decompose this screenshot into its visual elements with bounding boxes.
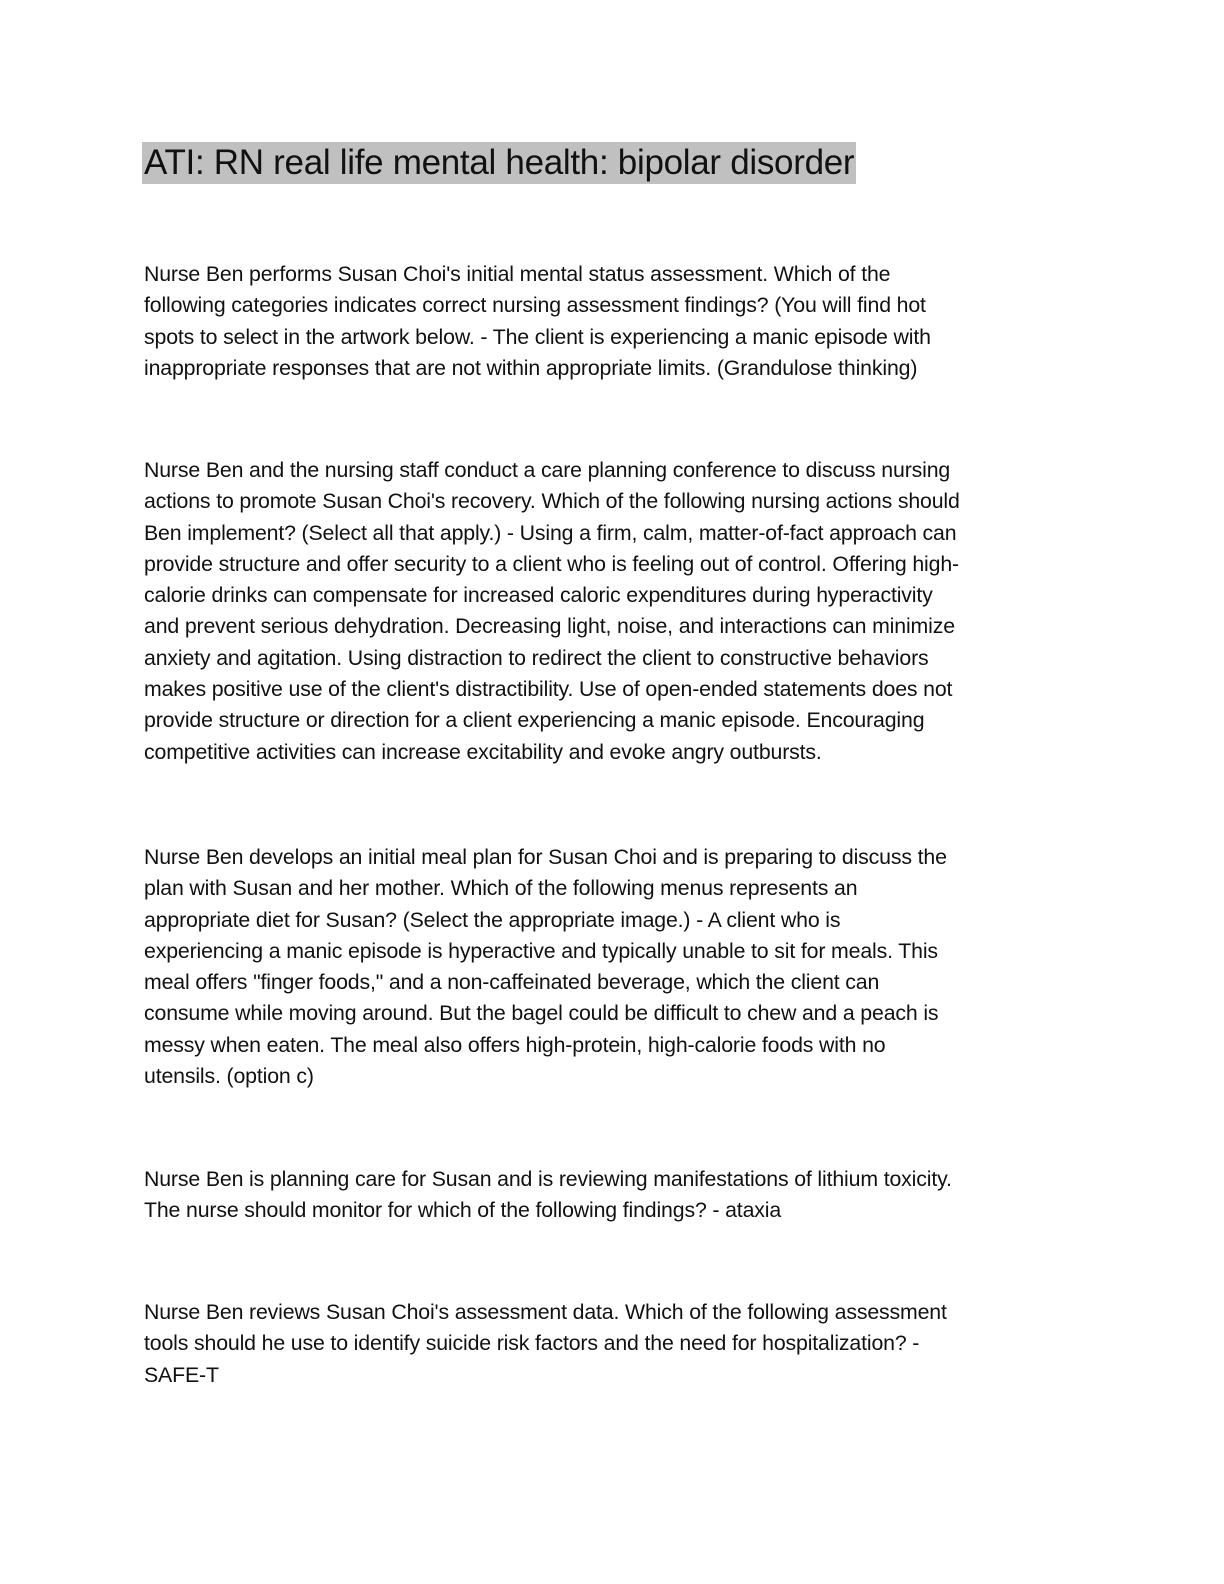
- question-paragraph-4: [144, 1164, 1104, 1227]
- question-paragraph-3: [144, 842, 1104, 1092]
- text-line: Nurse Ben develops an initial meal plan for Susan Choi and is preparing to discuss the: [144, 845, 947, 869]
- text-line: anxiety and agitation. Using distraction to redirect the client to constructive behaviors: [144, 645, 929, 670]
- text-line: Nurse Ben reviews Susan Choi's assessment data. Which of the following assessment: [144, 1300, 947, 1324]
- text-line: and prevent serious dehydration. Decreasing light, noise, and interactions can minimize: [144, 614, 955, 639]
- text-line: Nurse Ben is planning care for Susan and is reviewing manifestations of lithium toxicity.: [144, 1167, 952, 1191]
- text-line: provide structure and offer security to a client who is feeling out of control. Offering high-: [144, 551, 959, 576]
- text-line: meal offers "finger foods," and a non-caffeinated beverage, which the client can: [144, 970, 880, 995]
- text-line: appropriate diet for Susan? (Select the appropriate image.) - A client who is: [144, 907, 841, 932]
- question-paragraph-5: [144, 1297, 1104, 1391]
- text-line: actions to promote Susan Choi's recovery. Which of the following nursing actions should: [144, 489, 960, 514]
- text-line: Ben implement? (Select all that apply.) - Using a firm, calm, matter-of-fact approach can: [144, 520, 957, 545]
- text-line: makes positive use of the client's distractibility. Use of open-ended statements does not: [144, 677, 953, 702]
- text-line: Nurse Ben and the nursing staff conduct a care planning conference to discuss nursing: [144, 458, 951, 482]
- text-line: provide structure or direction for a client experiencing a manic episode. Encouraging: [144, 708, 925, 733]
- text-line: Nurse Ben performs Susan Choi's initial mental status assessment. Which of the: [144, 262, 891, 286]
- text-line: messy when eaten. The meal also offers high-protein, high-calorie foods with no: [144, 1032, 886, 1057]
- text-line: following categories indicates correct nursing assessment findings? (You will find hot: [144, 293, 926, 318]
- text-line: SAFE-T: [144, 1362, 219, 1387]
- text-line: utensils. (option c): [144, 1064, 314, 1089]
- text-line: calorie drinks can compensate for increased caloric expenditures during hyperactivity: [144, 583, 933, 608]
- text-line: inappropriate responses that are not within appropriate limits. (Grandulose thinking): [144, 355, 918, 380]
- text-line: tools should he use to identify suicide risk factors and the need for hospitalization? -: [144, 1331, 920, 1356]
- question-paragraph-2: [144, 455, 1104, 768]
- text-line: consume while moving around. But the bagel could be difficult to chew and a peach is: [144, 1001, 939, 1026]
- text-line: The nurse should monitor for which of the following findings? - ataxia: [144, 1198, 782, 1223]
- text-line: experiencing a manic episode is hyperactive and typically unable to sit for meals. This: [144, 938, 938, 963]
- question-paragraph-1: [144, 259, 1104, 384]
- document-title: ATI: RN real life mental health: bipolar disorder: [144, 143, 855, 182]
- text-line: plan with Susan and her mother. Which of the following menus represents an: [144, 876, 858, 901]
- text-line: competitive activities can increase excitability and evoke angry outbursts.: [144, 739, 822, 764]
- text-line: spots to select in the artwork below. - The client is experiencing a manic episode with: [144, 324, 931, 349]
